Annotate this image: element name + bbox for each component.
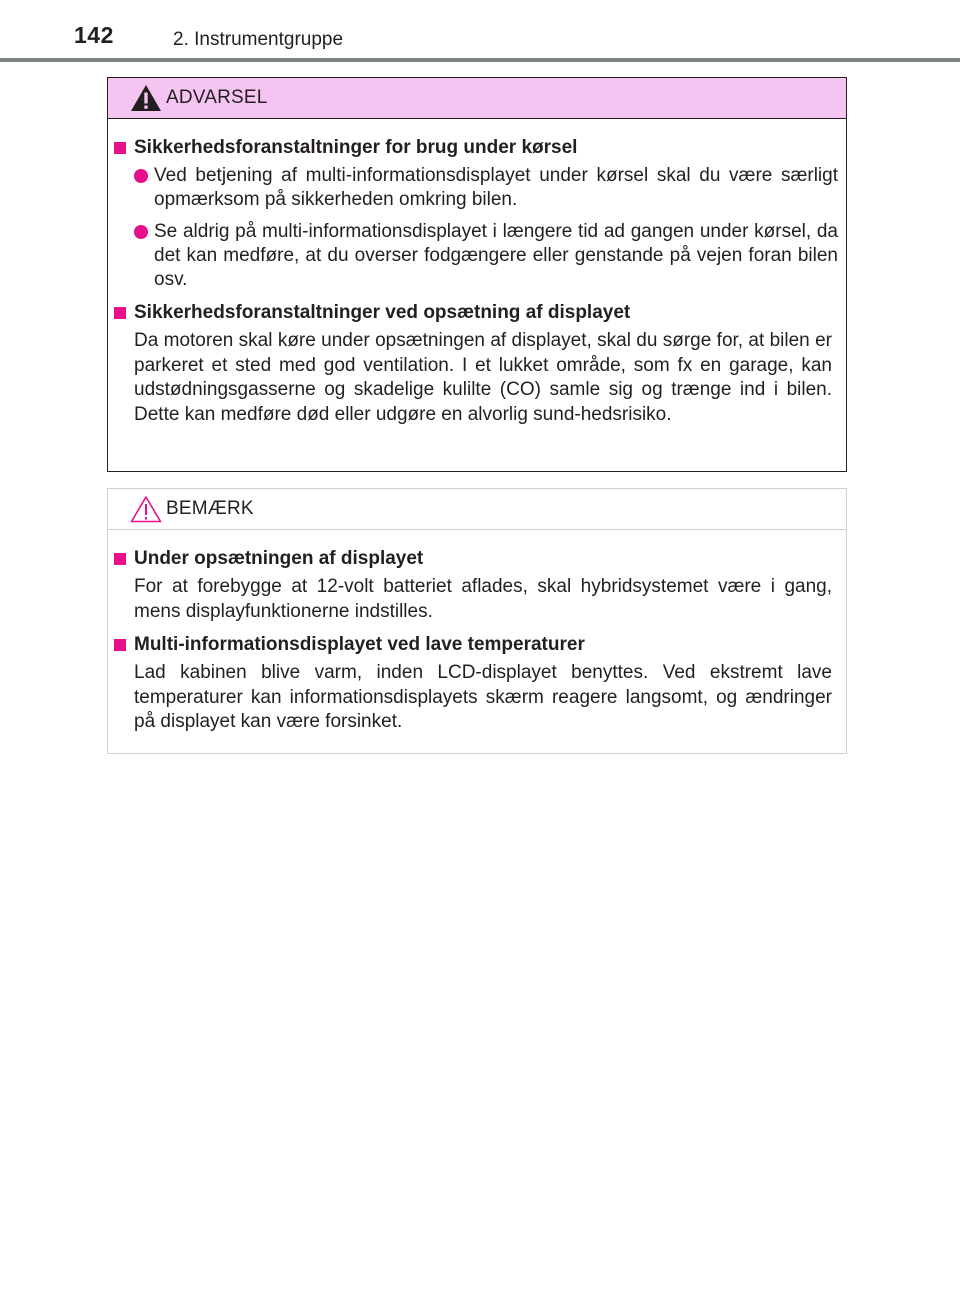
paragraph: Lad kabinen blive varm, inden LCD-displayet benyttes. Ved ekstremt lave temperaturer kan informationsdisplayets skærm reagere langsomt, og ændringer på displayet kan være forsinket. <box>134 662 832 732</box>
warning-label: ADVARSEL <box>166 87 268 108</box>
list-item-text: Ved betjening af multi-informationsdisplayet under kørsel skal du være særligt opmærksom på sikkerheden omkring bilen. <box>154 165 838 210</box>
section-heading-text: Sikkerhedsforanstaltninger ved opsætning af displayet <box>134 302 631 323</box>
section-heading <box>114 135 838 161</box>
header-rule <box>0 58 960 62</box>
notice-label: BEMÆRK <box>166 498 254 519</box>
caution-triangle-outline-icon <box>130 495 162 523</box>
warning-box-header <box>108 78 846 119</box>
warning-triangle-icon <box>130 84 162 112</box>
section-heading <box>114 546 838 572</box>
page-number: 142 <box>74 22 114 48</box>
notice-box-body <box>108 530 846 735</box>
square-bullet-icon <box>114 639 126 651</box>
warning-box <box>107 77 847 472</box>
notice-box-header <box>108 489 846 530</box>
section-heading-text: Sikkerhedsforanstaltninger for brug under kørsel <box>134 137 578 158</box>
section-heading-text: Under opsætningen af displayet <box>134 548 424 569</box>
list-item <box>114 220 838 292</box>
list-item <box>114 164 838 212</box>
section-title: 2. Instrumentgruppe <box>173 29 344 50</box>
page-header <box>0 0 960 64</box>
round-bullet-icon <box>134 169 148 183</box>
list-item-text: Se aldrig på multi-informationsdisplayet i længere tid ad gangen under kørsel, da det kan medføre, at du overser fodgængere eller genstande på vejen foran bilen osv. <box>154 221 838 290</box>
square-bullet-icon <box>114 553 126 565</box>
section-heading-text: Multi-informationsdisplayet ved lave temperaturer <box>134 634 585 655</box>
paragraph: Da motoren skal køre under opsætningen af displayet, skal du sørge for, at bilen er parkeret et sted med god ventilation. I et lukket område, som fx en garage, kan udstødningsgasserne og skadelige kulilte (CO) samle sig og trænge ind i bilen. Dette kan medføre død eller udgøre en alvorlig sund-hedsrisiko. <box>134 330 832 425</box>
paragraph: For at forebygge at 12-volt batteriet aflades, skal hybridsystemet være i gang, mens displayfunktionerne indstilles. <box>134 576 832 622</box>
warning-box-body <box>108 119 846 427</box>
round-bullet-icon <box>134 225 148 239</box>
section-heading <box>114 300 838 326</box>
square-bullet-icon <box>114 142 126 154</box>
square-bullet-icon <box>114 307 126 319</box>
notice-box <box>107 488 847 754</box>
section-heading <box>114 632 838 658</box>
